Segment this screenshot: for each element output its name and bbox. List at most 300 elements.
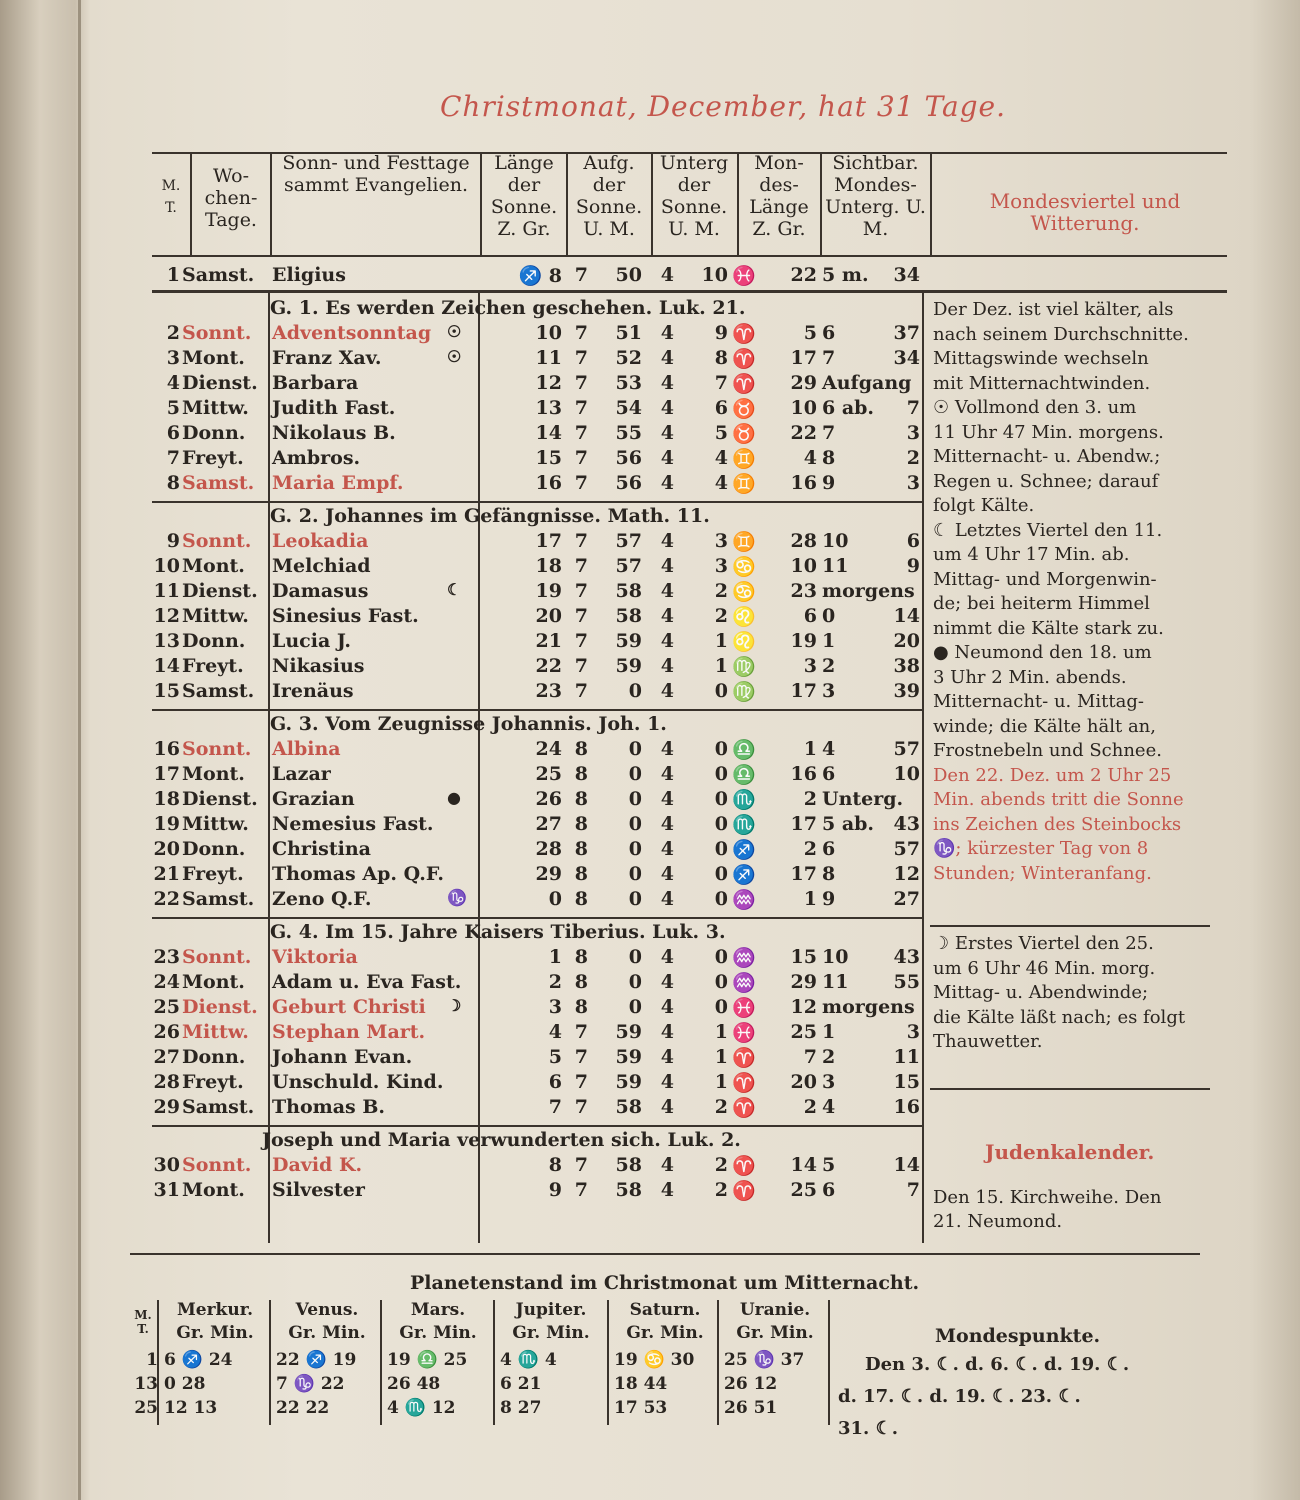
cell-ah: 8 [574, 996, 588, 1018]
cell-s1: 5 [822, 1154, 836, 1176]
cell-uh: 4 [660, 838, 674, 860]
planet-value: 18 44 [614, 1374, 668, 1394]
cell-s2: 39 [893, 680, 920, 702]
cell-sun: 23 [535, 680, 562, 702]
cell-am: 58 [615, 1096, 642, 1118]
cell-s1: 1 [822, 630, 836, 652]
planet-name: Jupiter. [515, 1300, 587, 1320]
cell-um: 9 [714, 322, 728, 344]
cell-uh: 4 [660, 996, 674, 1018]
cell-name: Lucia J. [272, 630, 352, 652]
cell-day: 19 [153, 813, 180, 835]
cell-day: 22 [153, 888, 180, 910]
cell-s2: 15 [893, 1071, 920, 1093]
cell-mg: 3 [803, 655, 817, 677]
cell-sun: 22 [535, 655, 562, 677]
cell-mg: 19 [790, 630, 817, 652]
hdr-sunset: Unterg der Sonne. U. M. [659, 152, 729, 240]
cell-s2: 57 [893, 838, 920, 860]
planet-value: 17 53 [614, 1398, 668, 1418]
cell-mg: 5 [803, 322, 817, 344]
cell-name: Zeno Q.F. [272, 888, 372, 910]
cell-s2: 27 [893, 888, 920, 910]
cell-wd: Samst. [182, 1096, 255, 1118]
cell-uh: 4 [660, 680, 674, 702]
cell-mark: ● [447, 788, 461, 807]
weather-line: ☾ Letztes Viertel den 11. [933, 519, 1163, 541]
cell-sun: 28 [535, 838, 562, 860]
table-row [0, 1179, 930, 1204]
cell-ah: 8 [574, 863, 588, 885]
weather-line: um 6 Uhr 46 Min. morg. [933, 957, 1156, 979]
cell-day: 27 [153, 1046, 180, 1068]
cell-uh: 4 [660, 863, 674, 885]
cell-sun: 15 [535, 447, 562, 469]
cell-sun: 26 [535, 788, 562, 810]
cell-wd: Donn. [182, 838, 246, 860]
cell-name: Franz Xav. [272, 347, 382, 369]
cell-am: 59 [615, 1046, 642, 1068]
cell-name: David K. [272, 1154, 363, 1176]
planet-subhead: Gr. Min. [736, 1323, 814, 1343]
cell-s1: 8 [822, 863, 836, 885]
cell-name: Nikolaus B. [272, 422, 396, 444]
cell-wd: Sonnt. [182, 322, 252, 344]
section-rule [152, 917, 922, 919]
cell-sun: 20 [535, 605, 562, 627]
section-rule [152, 1125, 922, 1127]
planet-name: Saturn. [629, 1300, 701, 1320]
cell-mark: ☽ [447, 996, 462, 1015]
cell-um: 0 [714, 996, 728, 1018]
cell-um: 3 [714, 555, 728, 577]
cell-day: 8 [166, 472, 180, 494]
cell-wd: Dienst. [182, 996, 258, 1018]
planet-divider [380, 1300, 382, 1425]
cell-ah: 7 [574, 422, 588, 444]
cell-mg: 10 [790, 555, 817, 577]
cell-wd: Sonnt. [182, 946, 252, 968]
cell-day: 28 [153, 1071, 180, 1093]
cell-sun: 11 [535, 347, 562, 369]
cell-ah: 8 [574, 946, 588, 968]
weather-line: Der Dez. ist viel kälter, als [933, 299, 1174, 320]
cell-name: Adam u. Eva Fast. [272, 971, 462, 993]
cell-sun: 5 [548, 1046, 562, 1068]
hdr-moon-long: Mon- des- Länge Z. Gr. [749, 152, 809, 240]
cell-ms: ♊ [732, 473, 756, 495]
cell-ms: ♒ [732, 972, 756, 994]
cell-am: 59 [615, 655, 642, 677]
weather-line: Mitternacht- u. Abendw.; [933, 446, 1161, 467]
jewish-line: Den 15. Kirchweihe. Den [933, 1187, 1162, 1208]
cell-uh: 4 [660, 1154, 674, 1176]
planet-value: 26 48 [387, 1374, 441, 1394]
cell-mg: 16 [790, 763, 817, 785]
cell-ah: 7 [574, 1021, 588, 1043]
cell-um: 2 [714, 580, 728, 602]
cell-day: 9 [166, 530, 180, 552]
cell-s1: morgens [822, 580, 915, 602]
cell-am: 0 [628, 763, 642, 785]
cell-ms: ♊ [732, 448, 756, 470]
cell-wd: Mont. [182, 971, 245, 993]
moon-point-line: Den 3. ☾. d. 6. ☾. d. 19. ☾. [865, 1354, 1130, 1375]
cell-ms: ♐ [732, 839, 756, 861]
cell-mg: 6 [803, 605, 817, 627]
cell-wd: Samst. [182, 888, 255, 910]
cell-mark: ☾ [447, 580, 462, 599]
cell-s1: 10 [822, 946, 849, 968]
planet-day: 1 [146, 1350, 158, 1370]
cell-um: 1 [714, 1021, 728, 1043]
cell-ms: ♓ [732, 1022, 756, 1044]
cell-um: 0 [714, 946, 728, 968]
cell-wd: Dienst. [182, 788, 258, 810]
hdr-divider [930, 152, 932, 255]
cell-s1: 11 [822, 971, 849, 993]
cell-um: 5 [714, 422, 728, 444]
page-title: Christmonat, December, hat 31 Tage. [440, 90, 1007, 123]
cell-mg: 17 [790, 863, 817, 885]
cell-wd: Mont. [182, 1179, 245, 1201]
planet-col-days: M. T. [134, 1308, 152, 1336]
cell-am: 54 [615, 397, 642, 419]
cell-uh: 4 [660, 372, 674, 394]
weather-line: um 4 Uhr 17 Min. ab. [933, 544, 1130, 565]
planet-title: Planetenstand im Christmonat um Mitternacht. [410, 1272, 920, 1294]
cell-um: 8 [714, 347, 728, 369]
cell-mg: 23 [790, 580, 817, 602]
cell-am: 57 [615, 555, 642, 577]
weather-line: Mittag- und Morgenwin- [933, 568, 1157, 590]
cell-sun: 18 [535, 555, 562, 577]
cell-name: Silvester [272, 1179, 365, 1201]
cell-wd: Mittw. [182, 605, 249, 627]
cell-name: Maria Empf. [272, 472, 404, 494]
cell-uh: 4 [660, 580, 674, 602]
cell-ms: ♋ [732, 556, 756, 578]
cell-um: 2 [714, 1096, 728, 1118]
cell-uh: 4 [660, 1021, 674, 1043]
cell-ms: ♒ [732, 889, 756, 911]
cell-name: Judith Fast. [272, 397, 396, 419]
weather-line: Thauwetter. [933, 1031, 1043, 1052]
cell-ms: ♏ [732, 789, 756, 811]
cell-name: Melchiad [272, 555, 371, 577]
weather-line: Den 22. Dez. um 2 Uhr 25 [933, 764, 1172, 786]
cell-s1: 6 [822, 763, 836, 785]
cell-ah: 7 [574, 397, 588, 419]
cell-mg: 16 [790, 472, 817, 494]
table-row [0, 580, 930, 605]
weather-divider [930, 925, 1210, 927]
cell-ms: ♍ [732, 656, 756, 678]
cell-uh: 4 [660, 1096, 674, 1118]
cell-am: 0 [628, 946, 642, 968]
hdr-weekday: Wo- chen- Tage. [204, 165, 258, 231]
cell-mg: 22 [790, 422, 817, 444]
cell-uh: 4 [660, 447, 674, 469]
cell-uh: 4 [660, 472, 674, 494]
weather-line: ☽ Erstes Viertel den 25. [933, 933, 1154, 954]
cell-s2: 9 [906, 555, 920, 577]
weather-line: ☉ Vollmond den 3. um [933, 397, 1137, 418]
cell-mg: 7 [803, 1046, 817, 1068]
table-row [0, 530, 930, 555]
cell-mg: 17 [790, 347, 817, 369]
cell-wd: Sonnt. [182, 738, 252, 760]
cell-am: 0 [628, 863, 642, 885]
cell-uh: 4 [660, 1071, 674, 1093]
cell-s1: 6 ab. [822, 397, 875, 419]
cell-name: Unschuld. Kind. [272, 1071, 444, 1093]
cell-sun: 9 [548, 1179, 562, 1201]
planet-value: 22 22 [276, 1398, 330, 1418]
cell-am: 52 [615, 347, 642, 369]
cell-s1: morgens [822, 996, 915, 1018]
cell-sun: 1 [548, 946, 562, 968]
section-rule [152, 709, 922, 711]
cell-wd: Samst. [182, 472, 255, 494]
cell-day: 11 [153, 580, 180, 602]
cell-ah: 7 [574, 472, 588, 494]
cell-s2: 16 [893, 1096, 920, 1118]
cell-day: 18 [153, 788, 180, 810]
table-row [0, 322, 930, 347]
cell-day: 16 [153, 738, 180, 760]
cell-name: Stephan Mart. [272, 1021, 426, 1043]
cell-ms: ♎ [732, 764, 756, 786]
cell-sun: 27 [535, 813, 562, 835]
cell-wd: Mittw. [182, 397, 249, 419]
cell-day: 7 [166, 447, 180, 469]
cell-sun: 10 [535, 322, 562, 344]
cell-um: 0 [714, 680, 728, 702]
table-row [0, 422, 930, 447]
cell-s1: 10 [822, 530, 849, 552]
cell-uh: 4 [660, 1046, 674, 1068]
cell-ah: 7 [574, 1071, 588, 1093]
cell-am: 59 [615, 1071, 642, 1093]
weather-line: nimmt die Kälte stark zu. [933, 617, 1164, 639]
cell-s2: 3 [906, 1021, 920, 1043]
cell-ms: ♈ [732, 348, 756, 370]
cell-wd: Sonnt. [182, 530, 252, 552]
cell-mg: 1 [803, 888, 817, 910]
planet-divider [269, 1300, 271, 1425]
cell-uh: 4 [660, 738, 674, 760]
cell-mg: 29 [790, 971, 817, 993]
cell-um: 4 [714, 447, 728, 469]
cell-name: Geburt Christi [272, 996, 426, 1018]
cell-uh: 4 [660, 971, 674, 993]
cell-day: 20 [153, 838, 180, 860]
cell-um: 0 [714, 763, 728, 785]
weather-line: folgt Kälte. [933, 495, 1035, 516]
cell-day: 31 [153, 1179, 180, 1201]
cell-sun: 21 [535, 630, 562, 652]
cell-um: 0 [714, 738, 728, 760]
cell-name: Damasus [272, 580, 369, 602]
cell-am: 0 [628, 971, 642, 993]
cell-ms: ♈ [732, 373, 756, 395]
cell-ms: ♎ [732, 739, 756, 761]
weather-line: Stunden; Winteranfang. [933, 862, 1152, 884]
cell-day: 25 [153, 996, 180, 1018]
table-row [0, 1071, 930, 1096]
cell-am: 58 [615, 580, 642, 602]
cell-name: Thomas Ap. Q.F. [272, 863, 445, 885]
header-bottom-rule [152, 255, 1227, 257]
cell-day: 6 [166, 422, 180, 444]
cell-ah: 8 [574, 971, 588, 993]
cell-name: Albina [272, 738, 341, 760]
cell-sun: 7 [548, 1096, 562, 1118]
cell-ah: 8 [574, 838, 588, 860]
planet-value: 4 ♏ 12 [387, 1398, 456, 1418]
cell-wd: Samst. [182, 680, 255, 702]
weather-line: ♑; kürzester Tag von 8 [933, 838, 1149, 859]
cell-s2: 55 [893, 971, 920, 993]
cell-mg: 20 [790, 1071, 817, 1093]
cell-ah: 8 [574, 813, 588, 835]
cell-ms: ♏ [732, 814, 756, 836]
cell-mg: 2 [803, 788, 817, 810]
cell-ms: ♓ [732, 997, 756, 1019]
cell-am: 0 [628, 738, 642, 760]
cell-s2: 14 [893, 1154, 920, 1176]
cell-s1: 11 [822, 555, 849, 577]
cell-um: 1 [714, 655, 728, 677]
planet-subhead: Gr. Min. [399, 1323, 477, 1343]
cell-s2: 37 [893, 322, 920, 344]
cell-ms: ♈ [732, 1097, 756, 1119]
weather-line: Mitternacht- u. Mittag- [933, 691, 1144, 712]
cell-ah: 8 [574, 888, 588, 910]
cell-ms: ♈ [732, 1047, 756, 1069]
cell-ah: 7 [574, 1154, 588, 1176]
table-row [0, 1046, 930, 1071]
weather-line: nach seinem Durchschnitte. [933, 323, 1189, 345]
cell-name: Sinesius Fast. [272, 605, 419, 627]
cell-day: 10 [153, 555, 180, 577]
cell-ah: 7 [574, 322, 588, 344]
planet-value: 7 ♑ 22 [276, 1374, 345, 1394]
cell-s1: 4 [822, 1096, 836, 1118]
cell-uh: 4 [660, 946, 674, 968]
cell-wd: Dienst. [182, 372, 258, 394]
cell-s2: 43 [893, 946, 920, 968]
cell-sun: 17 [535, 530, 562, 552]
weather-line: die Kälte läßt nach; es folgt [933, 1006, 1186, 1028]
cell-day: 29 [153, 1096, 180, 1118]
cell-am: 0 [628, 788, 642, 810]
cell-ah: 7 [574, 655, 588, 677]
cell-ah: 7 [574, 680, 588, 702]
cell-mg: 1 [803, 738, 817, 760]
cell-am: 0 [628, 838, 642, 860]
planet-divider [717, 1300, 719, 1425]
cell-s1: 8 [822, 447, 836, 469]
cell-am: 53 [615, 372, 642, 394]
cell-um: 0 [714, 788, 728, 810]
planet-value: 8 27 [500, 1398, 542, 1418]
table-row [0, 1096, 930, 1121]
cell-name: Barbara [272, 372, 359, 394]
cell-ah: 8 [574, 738, 588, 760]
cell-day: 21 [153, 863, 180, 885]
cell-s1: 3 [822, 680, 836, 702]
cell-wd: Mont. [182, 347, 245, 369]
cell-uh: 4 [660, 888, 674, 910]
cell-sun: 3 [548, 996, 562, 1018]
cell-sun: 6 [548, 1071, 562, 1093]
hdr-moon-visible: Sichtbar. Mondes- Unterg. U. M. [825, 152, 926, 240]
planet-divider [607, 1300, 609, 1425]
cell-s1: 5 ab. [822, 813, 875, 835]
planet-subhead: Gr. Min. [626, 1323, 704, 1343]
planet-top-rule [130, 1253, 1200, 1255]
hdr-feasts: Sonn- und Festtage sammt Evangelien. [282, 152, 470, 196]
cell-ah: 7 [574, 605, 588, 627]
hdr-divider [190, 152, 192, 255]
cell-am: 59 [615, 1021, 642, 1043]
cell-wd: Mont. [182, 763, 245, 785]
cell-ah: 8 [574, 763, 588, 785]
cell-um: 0 [714, 863, 728, 885]
cell-day: 2 [166, 322, 180, 344]
cell-sun: 8 [548, 1154, 562, 1176]
cell-s2: 2 [906, 447, 920, 469]
cell-name: Thomas B. [272, 1096, 386, 1118]
cell-name: Lazar [272, 763, 331, 785]
cell-mg: 2 [803, 838, 817, 860]
cell-s2: 7 [906, 1179, 920, 1201]
weather-line: Min. abends tritt die Sonne [933, 789, 1184, 810]
cell-name: Ambros. [272, 447, 361, 469]
planet-value: 4 ♏ 4 [500, 1350, 557, 1370]
cell-mg: 25 [790, 1021, 817, 1043]
cell-ah: 7 [574, 1179, 588, 1201]
cell-s2: 6 [906, 530, 920, 552]
table-row: 1 Samst. Eligius ♐ 8 7 50 4 10 ♓ 22 5 m. 34 [166, 264, 920, 287]
cell-ms: ♉ [732, 423, 756, 445]
cell-ms: ♈ [732, 1180, 756, 1202]
table-row [0, 971, 930, 996]
cell-wd: Mittw. [182, 813, 249, 835]
cell-um: 2 [714, 605, 728, 627]
cell-day: 13 [153, 630, 180, 652]
planet-value: 25 ♑ 37 [724, 1350, 805, 1370]
planet-divider [493, 1300, 495, 1425]
cell-day: 5 [166, 397, 180, 419]
planet-value: 19 ♎ 25 [387, 1350, 468, 1370]
weather-line: Regen u. Schnee; darauf [933, 470, 1159, 492]
cell-mg: 17 [790, 813, 817, 835]
cell-sun: 29 [535, 863, 562, 885]
planet-value: 6 ♐ 24 [164, 1350, 233, 1370]
cell-mg: 29 [790, 372, 817, 394]
table-row [0, 888, 930, 913]
cell-mark: ☉ [447, 347, 462, 366]
planet-name: Mars. [410, 1300, 466, 1320]
cell-ah: 7 [574, 1046, 588, 1068]
table-row [0, 788, 930, 813]
cell-am: 58 [615, 1154, 642, 1176]
cell-um: 2 [714, 1154, 728, 1176]
table-row [0, 838, 930, 863]
